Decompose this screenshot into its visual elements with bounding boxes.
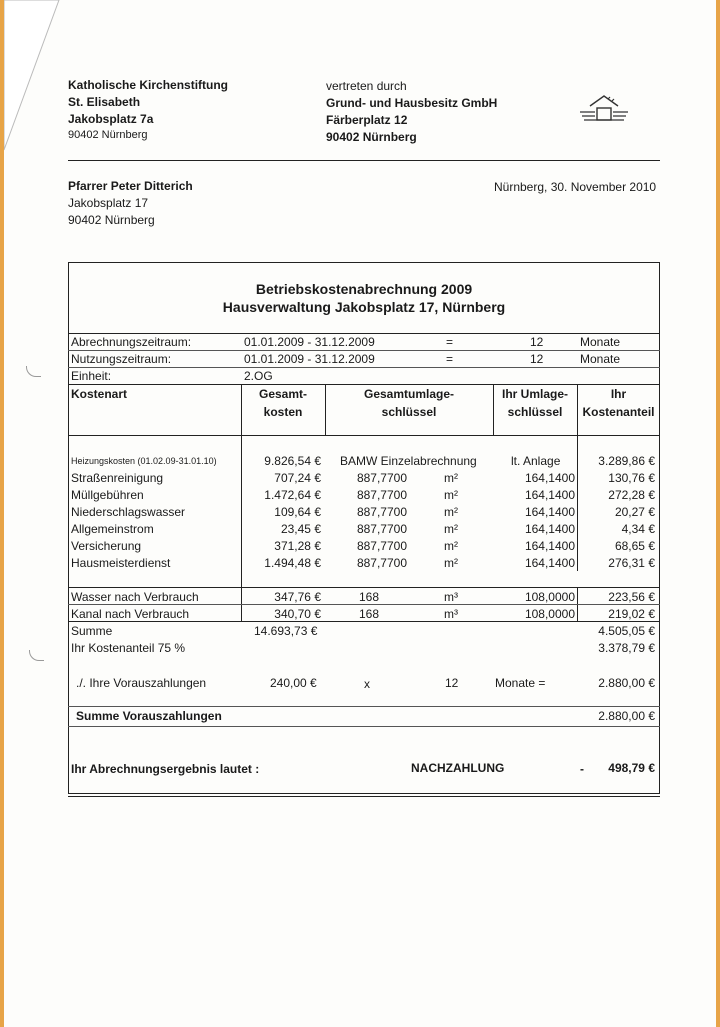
col-line-2 <box>325 384 326 435</box>
date-line: Nürnberg, 30. November 2010 <box>494 180 657 194</box>
row-key-water: 168 <box>359 590 380 604</box>
row-total-water: 347,76 € <box>274 590 321 604</box>
recipient-city: 90402 Nürnberg <box>68 213 155 227</box>
prepay-unit: Monate = <box>495 676 546 690</box>
meta-eq-usage: = <box>446 352 454 366</box>
recipient-street: Jakobsplatz 17 <box>68 196 149 210</box>
representative-company: Grund- und Hausbesitz GmbH <box>326 96 498 110</box>
result-label: Ihr Abrechnungsergebnis lautet : <box>71 762 260 776</box>
col-gesamt-1: Gesamt- <box>258 387 308 401</box>
row-name-caretaker: Hausmeisterdienst <box>71 556 171 570</box>
row-amount-insurance: 68,65 € <box>614 539 655 553</box>
row-amount-waste: 272,28 € <box>608 488 655 502</box>
row-share-heating: lt. Anlage <box>511 454 561 468</box>
col-ihr-2: Kostenanteil <box>582 405 655 419</box>
header-top-line <box>68 384 660 385</box>
col-kostenart: Kostenart <box>71 387 128 401</box>
row-name-insurance: Versicherung <box>71 539 142 553</box>
meta-range-usage: 01.01.2009 - 31.12.2009 <box>244 352 375 366</box>
result-type: NACHZAHLUNG <box>411 761 505 775</box>
row-unit-electricity: m² <box>444 522 458 536</box>
row-amount-electricity: 4,34 € <box>621 522 655 536</box>
row-share-street-cleaning: 164,1400 <box>524 471 575 485</box>
statement-subtitle: Hausverwaltung Jakobsplatz 17, Nürnberg <box>222 299 506 315</box>
row-unit-water: m³ <box>444 590 458 604</box>
col-gesamt-2: kosten <box>263 405 303 419</box>
row-name-sewer: Kanal nach Verbrauch <box>71 607 190 621</box>
punch-mark-top <box>26 366 41 377</box>
header-bottom-line <box>68 435 660 436</box>
meta-eq-period: = <box>446 335 454 349</box>
meta-divider-1 <box>68 350 660 351</box>
col-ihr-umlage-2: schlüssel <box>507 405 563 419</box>
row-total-street-cleaning: 707,24 € <box>274 471 321 485</box>
col-line-3 <box>493 384 494 435</box>
row-key-waste: 887,7700 <box>356 488 407 502</box>
row-name-electricity: Allgemeinstrom <box>71 522 154 536</box>
sum-amount: 4.505,05 € <box>598 624 655 638</box>
sum-total: 14.693,73 € <box>254 624 318 638</box>
prepay-label: ./. Ihre Vorauszahlungen <box>76 676 207 690</box>
row-total-electricity: 23,45 € <box>280 522 321 536</box>
row-amount-water: 223,56 € <box>608 590 655 604</box>
result-sign: - <box>580 762 584 776</box>
representative-street: Färberplatz 12 <box>326 113 408 127</box>
prepay-sum-bottom-line <box>68 726 660 727</box>
col-ihr-umlage-1: Ihr Umlage- <box>501 387 568 401</box>
row-name-heating: Heizungskosten (01.02.09-31.01.10) <box>71 456 217 466</box>
row-share-insurance: 164,1400 <box>524 539 575 553</box>
prepay-sum-amount: 2.880,00 € <box>598 709 655 723</box>
share75-amount: 3.378,79 € <box>598 641 655 655</box>
sender-org-line1: Katholische Kirchenstiftung <box>68 78 229 92</box>
water-mid-line <box>68 604 660 605</box>
meta-label-unit: Einheit: <box>71 369 112 383</box>
meta-label-usage: Nutzungszeitraum: <box>71 352 172 366</box>
meta-label-period: Abrechnungszeitraum: <box>71 335 192 349</box>
punch-mark-bottom <box>29 650 44 661</box>
row-amount-street-cleaning: 130,76 € <box>608 471 655 485</box>
row-key-electricity: 887,7700 <box>356 522 407 536</box>
row-unit-insurance: m² <box>444 539 458 553</box>
meta-count-usage: 12 <box>530 352 544 366</box>
row-total-sewer: 340,70 € <box>274 607 321 621</box>
col-umlage-2: schlüssel <box>381 405 437 419</box>
row-name-street-cleaning: Straßenreinigung <box>71 471 164 485</box>
row-amount-caretaker: 276,31 € <box>608 556 655 570</box>
row-unit-rainwater: m² <box>444 505 458 519</box>
row-total-insurance: 371,28 € <box>274 539 321 553</box>
page-fold-mark <box>4 0 64 160</box>
row-key-heating: BAMW Einzelabrechnung <box>340 454 477 468</box>
row-share-rainwater: 164,1400 <box>524 505 575 519</box>
prepay-amount: 2.880,00 € <box>598 676 655 690</box>
result-double-line <box>68 796 660 797</box>
row-unit-sewer: m³ <box>444 607 458 621</box>
row-key-street-cleaning: 887,7700 <box>356 471 407 485</box>
row-amount-sewer: 219,02 € <box>608 607 655 621</box>
row-share-caretaker: 164,1400 <box>524 556 575 570</box>
col-ihr-1: Ihr <box>610 387 627 401</box>
share75-label: Ihr Kostenanteil 75 % <box>71 641 186 655</box>
row-share-waste: 164,1400 <box>524 488 575 502</box>
meta-range-period: 01.01.2009 - 31.12.2009 <box>244 335 375 349</box>
water-top-line <box>68 587 660 588</box>
row-total-waste: 1.472,64 € <box>264 488 321 502</box>
prepay-value: 240,00 € <box>270 676 317 690</box>
sender-city: 90402 Nürnberg <box>68 129 148 141</box>
row-unit-caretaker: m² <box>444 556 458 570</box>
prepay-sum-top-line <box>68 706 660 707</box>
house-logo-icon <box>578 92 630 126</box>
header-divider <box>68 160 660 161</box>
row-unit-waste: m² <box>444 488 458 502</box>
row-key-rainwater: 887,7700 <box>356 505 407 519</box>
row-name-water: Wasser nach Verbrauch <box>71 590 199 604</box>
row-share-electricity: 164,1400 <box>524 522 575 536</box>
row-share-water: 108,0000 <box>524 590 575 604</box>
col-umlage-1: Gesamtumlage- <box>363 387 455 401</box>
meta-unit-period: Monate <box>580 335 621 349</box>
row-share-sewer: 108,0000 <box>524 607 575 621</box>
sum-label: Summe <box>71 624 113 638</box>
row-key-insurance: 887,7700 <box>356 539 407 553</box>
row-key-caretaker: 887,7700 <box>356 556 407 570</box>
row-amount-heating: 3.289,86 € <box>598 454 655 468</box>
prepay-sum-label: Summe Vorauszahlungen <box>76 709 222 723</box>
representative-intro: vertreten durch <box>326 79 407 93</box>
row-total-heating: 9.826,54 € <box>264 454 321 468</box>
sum-top-line <box>68 621 660 622</box>
row-key-sewer: 168 <box>359 607 380 621</box>
meta-count-period: 12 <box>530 335 544 349</box>
row-total-caretaker: 1.494,48 € <box>264 556 321 570</box>
title-divider <box>68 333 660 334</box>
prepay-count: 12 <box>445 676 459 690</box>
sender-street: Jakobsplatz 7a <box>68 112 154 126</box>
row-unit-street-cleaning: m² <box>444 471 458 485</box>
row-amount-rainwater: 20,27 € <box>614 505 655 519</box>
statement-title: Betriebskostenabrechnung 2009 <box>255 281 473 297</box>
prepay-multiply: x <box>364 677 370 691</box>
representative-city: 90402 Nürnberg <box>326 130 417 144</box>
row-name-waste: Müllgebühren <box>71 488 144 502</box>
meta-value-unit: 2.OG <box>244 369 273 383</box>
result-amount: 498,79 € <box>608 761 655 775</box>
meta-unit-usage: Monate <box>580 352 621 366</box>
row-total-rainwater: 109,64 € <box>274 505 321 519</box>
row-name-rainwater: Niederschlagswasser <box>71 505 186 519</box>
meta-divider-2 <box>68 367 660 368</box>
recipient-name: Pfarrer Peter Ditterich <box>68 179 193 193</box>
sender-org-line2: St. Elisabeth <box>68 95 141 109</box>
